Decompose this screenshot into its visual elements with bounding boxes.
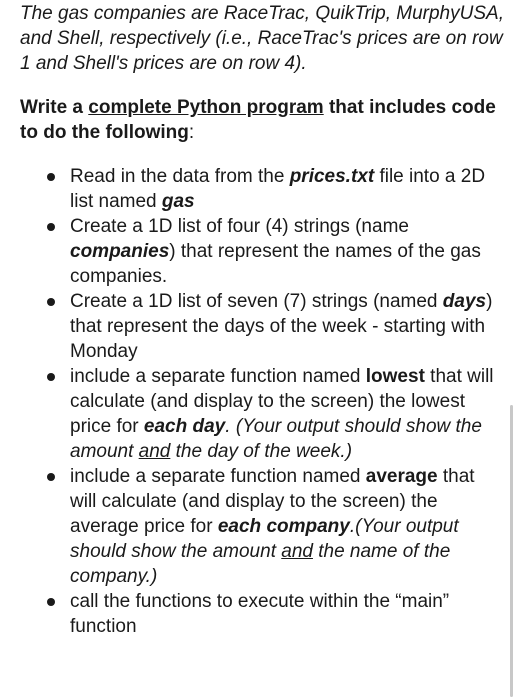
- note-text: (Your output should show the amount: [70, 416, 482, 462]
- bullet-icon: [47, 373, 55, 381]
- heading-colon: :: [188, 122, 195, 143]
- bullet-icon: [47, 473, 55, 481]
- note-underlined: and: [138, 441, 171, 462]
- note-underlined: and: [281, 541, 313, 562]
- item-text: that will calculate (and display to the screen) the average price for: [70, 466, 475, 537]
- requirements-list: [0, 164, 518, 639]
- item-text: include a separate function named: [70, 466, 366, 487]
- intro-paragraph: The gas companies are RaceTrac, QuikTrip, MurphyUSA, and Shell, respectively (i.e., RaceTrac's prices are on row 1 and Shell's prices are on row 4).: [20, 3, 504, 74]
- heading-underlined-text: complete Python program: [88, 97, 324, 118]
- list-item: [0, 164, 518, 214]
- heading-text-start: Write a: [20, 97, 89, 118]
- vertical-scrollbar[interactable]: [510, 405, 513, 697]
- list-item: [0, 464, 518, 589]
- instructions-heading: [20, 95, 510, 145]
- item-text: .: [225, 416, 236, 437]
- function-name: average: [365, 466, 438, 487]
- list-item: [0, 289, 518, 364]
- item-text: Create a 1D list of seven (7) strings (named: [70, 291, 443, 312]
- note-text: the day of the week.): [170, 441, 353, 462]
- item-text: ) that represent the days of the week - starting with Monday: [70, 291, 493, 362]
- list-item: [0, 364, 518, 464]
- variable-name: days: [442, 291, 487, 312]
- bullet-icon: [47, 223, 55, 231]
- item-text: ) that represent the names of the gas companies.: [70, 241, 481, 287]
- list-item: [0, 589, 518, 639]
- item-text: include a separate function named: [70, 366, 366, 387]
- item-text: call the functions to execute within the “main” function: [70, 591, 450, 637]
- list-item: [0, 214, 518, 289]
- variable-name: companies: [70, 241, 170, 262]
- heading-text-end: that includes code to do the following: [20, 97, 496, 143]
- emphasis-text: each day: [143, 416, 226, 437]
- item-text: that will calculate (and display to the screen) the lowest price for: [70, 366, 494, 437]
- bullet-icon: [47, 173, 55, 181]
- function-name: lowest: [365, 366, 425, 387]
- note-text: .(Your output should show the amount: [70, 516, 459, 562]
- item-text: Read in the data from the: [70, 166, 290, 187]
- bullet-icon: [47, 598, 55, 606]
- note-text: the name of the company.): [70, 541, 451, 587]
- emphasis-text: each company: [217, 516, 350, 537]
- bullet-icon: [47, 298, 55, 306]
- variable-name: gas: [161, 191, 195, 212]
- item-text: file into a 2D list named: [70, 166, 486, 212]
- filename: prices.txt: [289, 166, 375, 187]
- item-text: Create a 1D list of four (4) strings (name: [70, 216, 409, 237]
